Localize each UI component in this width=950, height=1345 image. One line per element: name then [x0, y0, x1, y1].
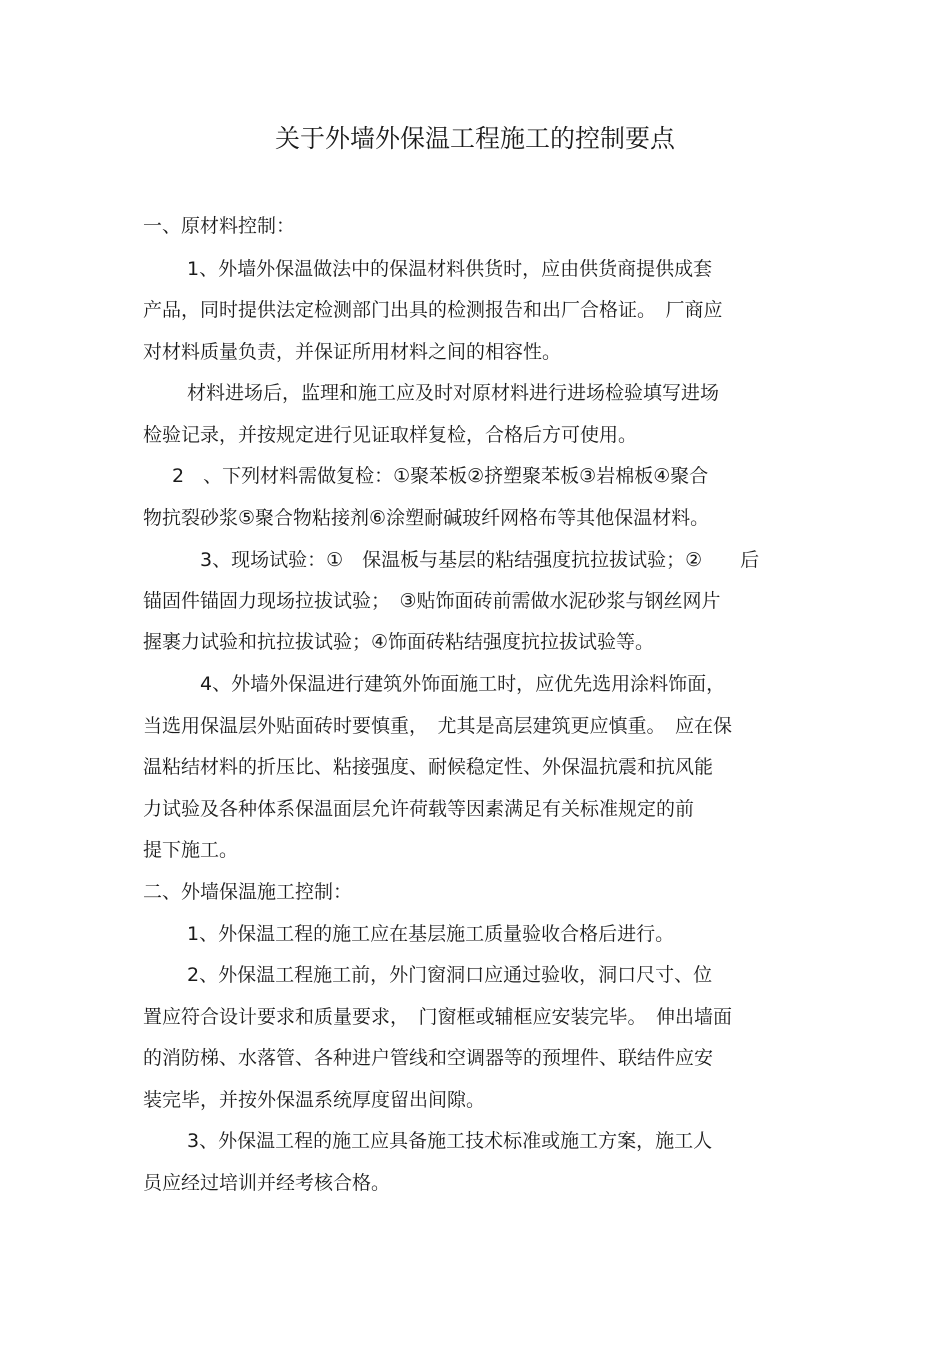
paragraph-line: 握裹力试验和抗拉拔试验；④饰面砖粘结强度抗拉拔试验等。 [143, 631, 655, 653]
paragraph-line: 锚固件锚固力现场拉拔试验； ③贴饰面砖前需做水泥砂浆与钢丝网片 [143, 590, 721, 612]
paragraph-line: 物抗裂砂浆⑤聚合物粘接剂⑥涂塑耐碱玻纤网格布等其他保温材料。 [143, 507, 710, 529]
page-title: 关于外墙外保温工程施工的控制要点 [274, 124, 675, 153]
paragraph-line: 2、外保温工程施工前，外门窗洞口应通过验收，洞口尺寸、位 [187, 964, 713, 986]
paragraph-line: 装完毕，并按外保温系统厚度留出间隙。 [143, 1089, 486, 1111]
paragraph-line: 当选用保温层外贴面砖时要慎重， 尤其是高层建筑更应慎重。 应在保 [143, 715, 733, 737]
paragraph-line: 的消防梯、水落管、各种进户管线和空调器等的预埋件、联结件应安 [143, 1047, 714, 1069]
section-heading: 一、原材料控制： [143, 215, 296, 237]
paragraph-line: 3、现场试验：① 保温板与基层的粘结强度抗拉拔试验；② 后 [200, 549, 760, 571]
paragraph-line: 1、外保温工程的施工应在基层施工质量验收合格后进行。 [187, 923, 675, 945]
paragraph-line: 1、外墙外保温做法中的保温材料供货时，应由供货商提供成套 [187, 258, 713, 280]
section-heading: 二、外墙保温施工控制： [143, 881, 353, 903]
paragraph-line: 温粘结材料的折压比、粘接强度、耐候稳定性、外保温抗震和抗风能 [143, 756, 714, 778]
paragraph-line: 检验记录，并按规定进行见证取样复检，合格后方可使用。 [143, 424, 638, 446]
paragraph-line: 材料进场后，监理和施工应及时对原材料进行进场检验填写进场 [187, 382, 720, 404]
paragraph-line: 3、外保温工程的施工应具备施工技术标准或施工方案，施工人 [187, 1130, 713, 1152]
paragraph-line: 对材料质量负责，并保证所用材料之间的相容性。 [143, 341, 562, 363]
paragraph-line: 员应经过培训并经考核合格。 [143, 1172, 391, 1194]
paragraph-line: 产品，同时提供法定检测部门出具的检测报告和出厂合格证。 厂商应 [143, 299, 723, 321]
paragraph-line: 4、外墙外保温进行建筑外饰面施工时，应优先选用涂料饰面， [200, 673, 726, 695]
paragraph-line: 置应符合设计要求和质量要求， 门窗框或辅框应安装完毕。 伸出墙面 [143, 1006, 733, 1028]
paragraph-line: 提下施工。 [143, 839, 239, 861]
paragraph-line: 2 、下列材料需做复检：①聚苯板②挤塑聚苯板③岩棉板④聚合 [172, 465, 709, 487]
paragraph-line: 力试验及各种体系保温面层允许荷载等因素满足有关标准规定的前 [143, 798, 695, 820]
